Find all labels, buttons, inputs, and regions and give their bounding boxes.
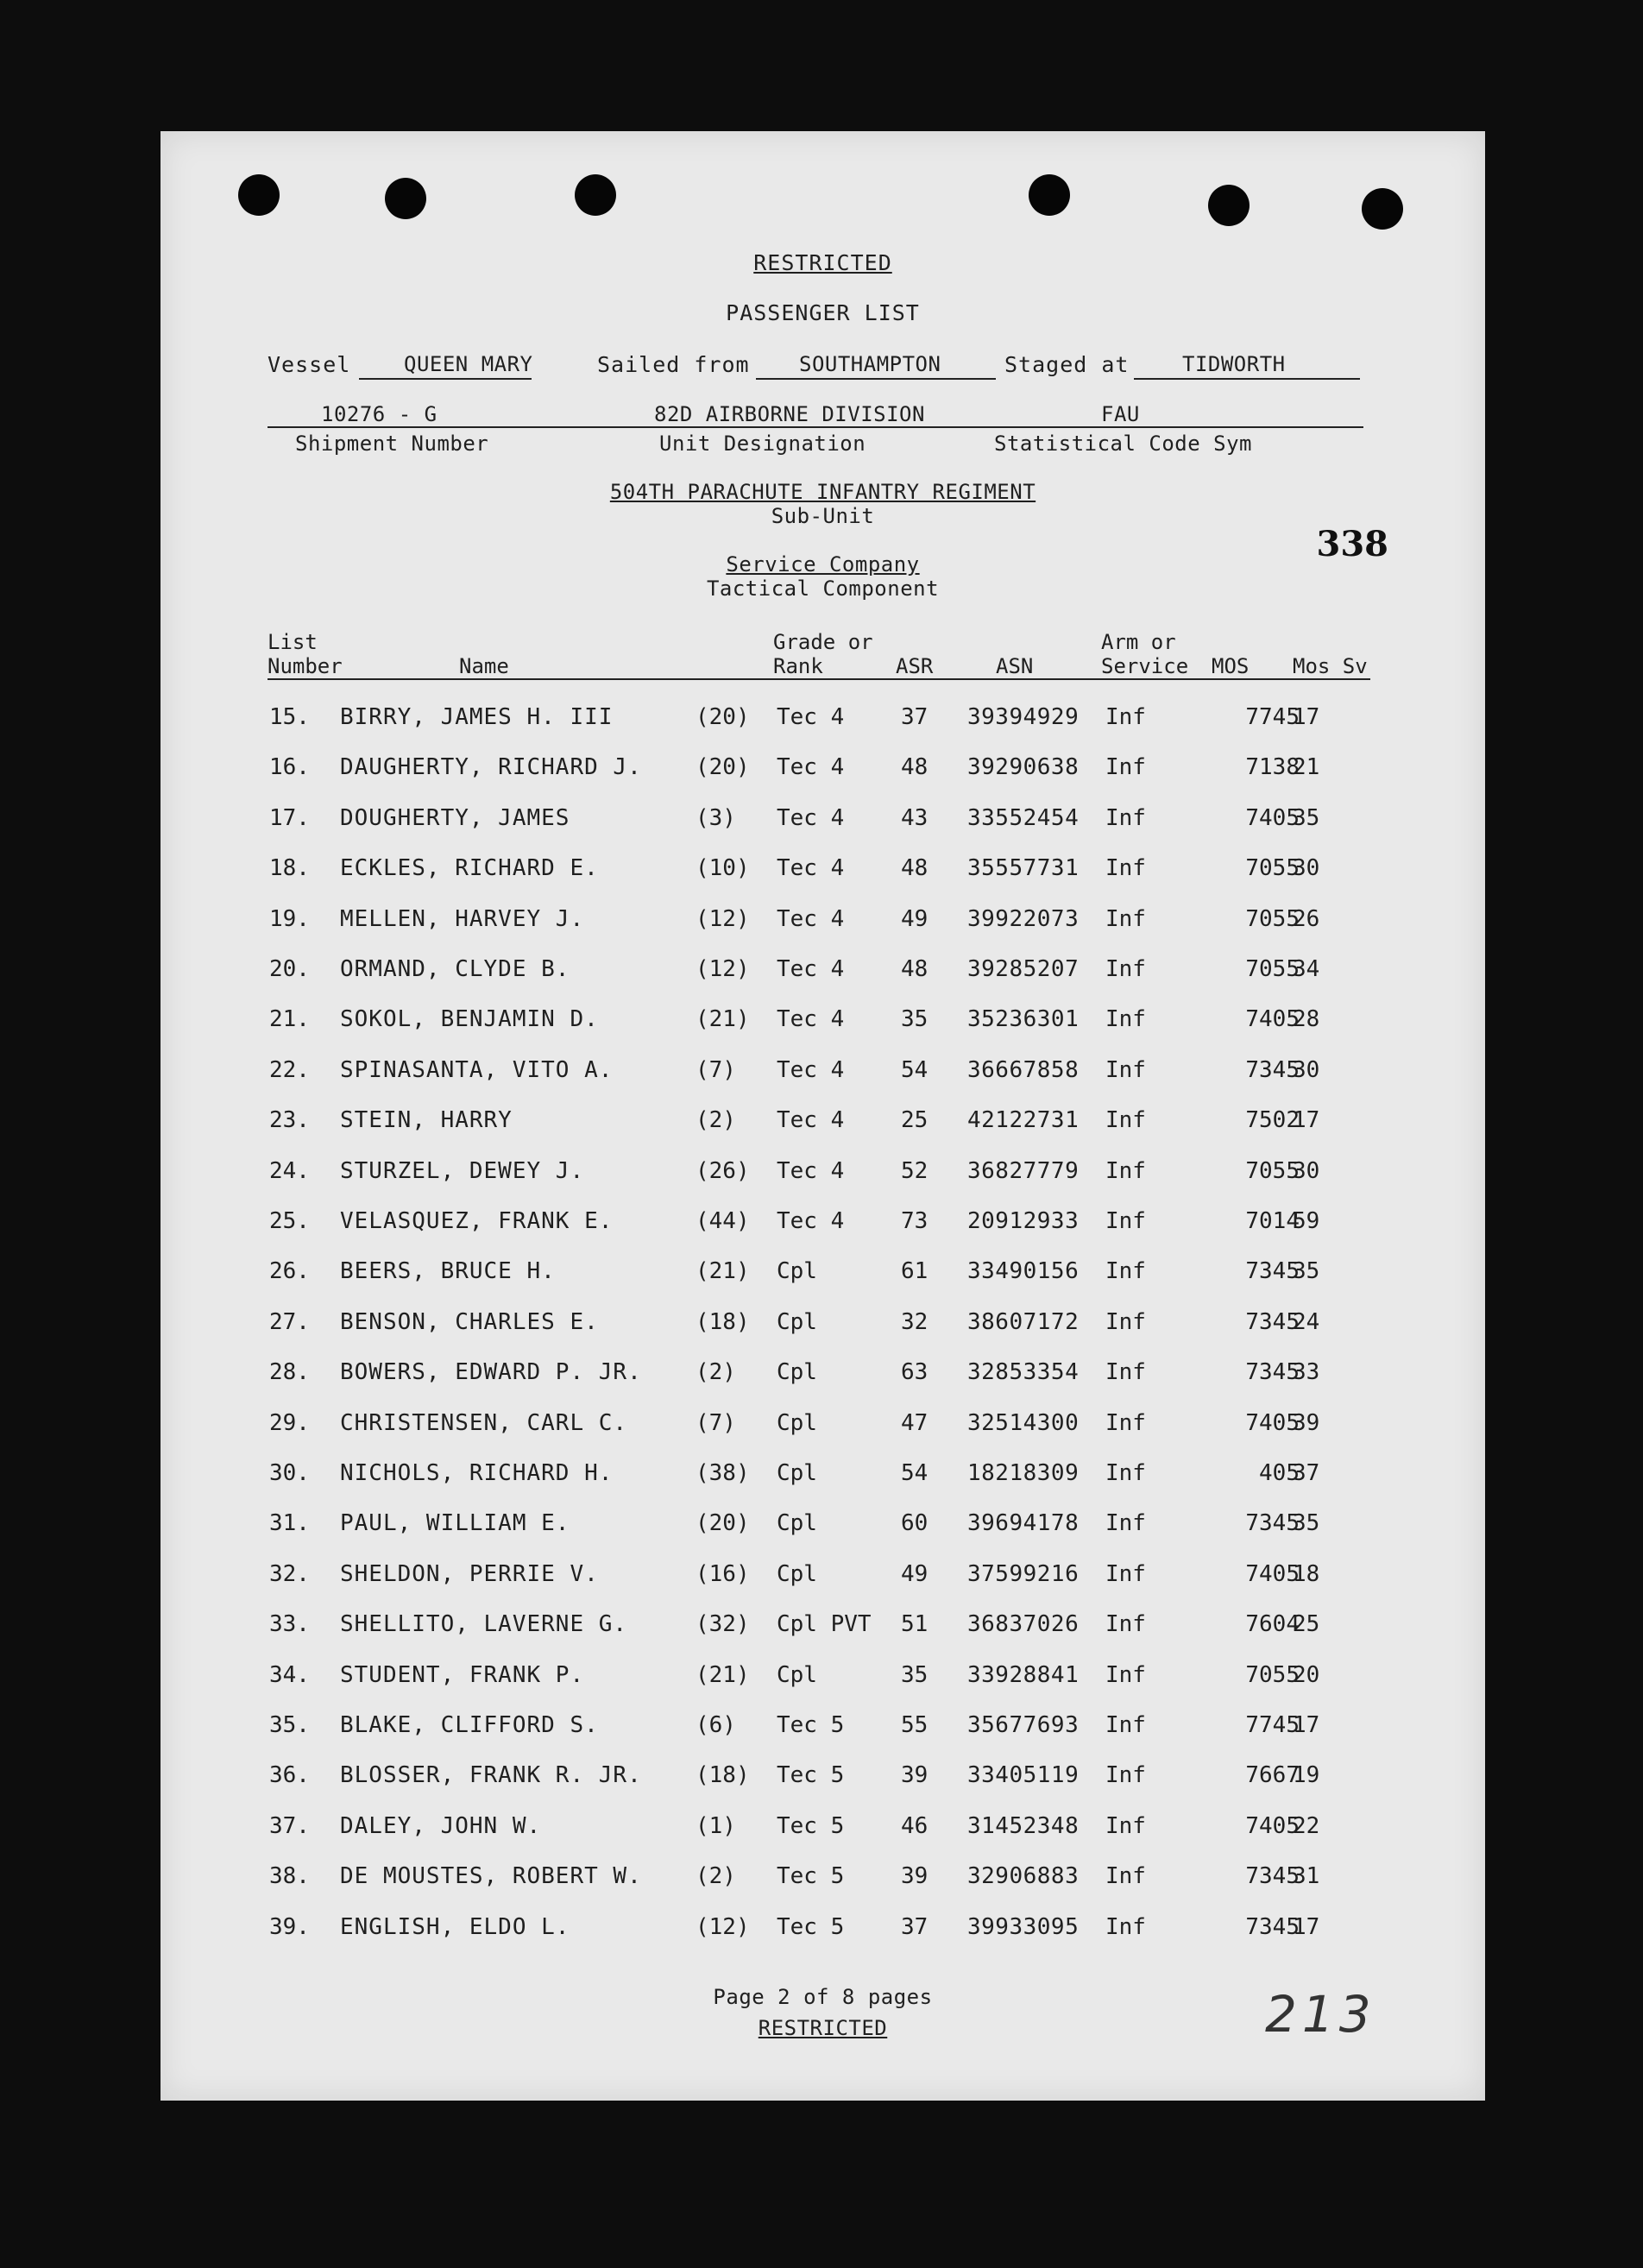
row-mos: 7055 xyxy=(1245,1157,1300,1184)
table-row xyxy=(161,1712,1485,1762)
row-asn: 32514300 xyxy=(967,1409,1080,1436)
table-row xyxy=(161,704,1485,754)
row-name: DALEY, JOHN W. xyxy=(340,1812,542,1839)
row-mos: 7745 xyxy=(1245,1712,1300,1738)
row-mos: 7055 xyxy=(1245,1661,1300,1688)
row-asr: 37 xyxy=(901,704,929,730)
col-arm-2: Service xyxy=(1101,654,1189,678)
row-arm: Inf xyxy=(1105,1208,1146,1234)
stamp-number: 338 xyxy=(1316,524,1388,564)
row-asr: 55 xyxy=(901,1712,929,1738)
row-asn: 39394929 xyxy=(967,704,1080,730)
table-row xyxy=(161,1762,1485,1812)
row-grade: Tec 5 xyxy=(777,1812,845,1839)
row-dependents: (20) xyxy=(696,704,750,730)
row-mos: 7405 xyxy=(1245,804,1300,831)
table-row xyxy=(161,1057,1485,1107)
punch-hole xyxy=(1029,174,1070,216)
row-asr: 60 xyxy=(901,1510,929,1537)
row-mos: 7345 xyxy=(1245,1308,1300,1335)
row-mos: 405 xyxy=(1259,1460,1300,1486)
row-mos: 7345 xyxy=(1245,1863,1300,1890)
row-asr: 46 xyxy=(901,1812,929,1839)
row-mos: 7405 xyxy=(1245,1812,1300,1839)
row-mos: 7055 xyxy=(1245,855,1300,882)
row-mos-sv: 19 xyxy=(1293,1762,1320,1789)
document-title: PASSENGER LIST xyxy=(726,300,920,325)
row-asn: 39694178 xyxy=(967,1510,1080,1537)
row-grade: Tec 4 xyxy=(777,704,845,730)
table-row xyxy=(161,1611,1485,1661)
col-arm-1: Arm or xyxy=(1101,630,1176,654)
row-grade: Tec 5 xyxy=(777,1762,845,1789)
row-asr: 49 xyxy=(901,1560,929,1587)
row-asn: 36667858 xyxy=(967,1056,1080,1083)
row-dependents: (12) xyxy=(696,1913,750,1940)
row-dependents: (1) xyxy=(696,1812,736,1839)
row-dependents: (38) xyxy=(696,1460,750,1486)
row-mos: 7405 xyxy=(1245,1409,1300,1436)
staged-at-label: Staged at xyxy=(1004,352,1130,377)
row-list-number: 32. xyxy=(269,1560,310,1587)
row-grade: Tec 4 xyxy=(777,1157,845,1184)
row-mos-sv: 21 xyxy=(1293,754,1320,781)
row-asr: 48 xyxy=(901,956,929,982)
row-asr: 43 xyxy=(901,804,929,831)
row-mos-sv: 22 xyxy=(1293,1812,1320,1839)
shipment-underline xyxy=(268,426,1363,428)
row-mos-sv: 17 xyxy=(1293,1712,1320,1738)
row-dependents: (12) xyxy=(696,956,750,982)
row-asr: 63 xyxy=(901,1359,929,1386)
classification-top: RESTRICTED xyxy=(753,250,892,275)
row-asn: 39922073 xyxy=(967,905,1080,932)
vessel-label: Vessel xyxy=(268,352,351,377)
row-mos: 7055 xyxy=(1245,905,1300,932)
row-mos-sv: 35 xyxy=(1293,1510,1320,1537)
row-asn: 33405119 xyxy=(967,1762,1080,1789)
page-info: Page 2 of 8 pages xyxy=(713,1985,933,2009)
row-grade: Tec 4 xyxy=(777,1208,845,1234)
row-arm: Inf xyxy=(1105,1409,1146,1436)
row-arm: Inf xyxy=(1105,1712,1146,1738)
table-row xyxy=(161,1510,1485,1560)
row-list-number: 22. xyxy=(269,1056,310,1083)
row-mos-sv: 35 xyxy=(1293,804,1320,831)
punch-hole xyxy=(238,174,280,216)
row-list-number: 21. xyxy=(269,1006,310,1033)
row-asn: 39933095 xyxy=(967,1913,1080,1940)
table-row xyxy=(161,1813,1485,1863)
row-asn: 32853354 xyxy=(967,1359,1080,1386)
row-grade: Tec 5 xyxy=(777,1712,845,1738)
col-list-number-2: Number xyxy=(268,654,343,678)
row-mos-sv: 17 xyxy=(1293,1107,1320,1134)
row-mos: 7345 xyxy=(1245,1056,1300,1083)
row-name: SOKOL, BENJAMIN D. xyxy=(340,1006,599,1033)
row-name: STUDENT, FRANK P. xyxy=(340,1661,585,1688)
row-mos-sv: 17 xyxy=(1293,1913,1320,1940)
row-asr: 61 xyxy=(901,1258,929,1285)
row-asn: 36837026 xyxy=(967,1611,1080,1638)
row-asr: 35 xyxy=(901,1006,929,1033)
row-asr: 49 xyxy=(901,905,929,932)
row-mos: 7138 xyxy=(1245,754,1300,781)
row-dependents: (7) xyxy=(696,1409,736,1436)
row-mos: 7014 xyxy=(1245,1208,1300,1234)
row-asn: 39290638 xyxy=(967,754,1080,781)
row-grade: Cpl xyxy=(777,1510,817,1537)
row-mos-sv: 30 xyxy=(1293,1157,1320,1184)
row-name: BIRRY, JAMES H. III xyxy=(340,704,614,730)
table-row xyxy=(161,1107,1485,1157)
punch-hole xyxy=(1362,188,1403,230)
row-dependents: (26) xyxy=(696,1157,750,1184)
row-asr: 47 xyxy=(901,1409,929,1436)
row-list-number: 23. xyxy=(269,1107,310,1134)
sailed-from-value: SOUTHAMPTON xyxy=(799,352,941,376)
row-grade: Cpl xyxy=(777,1359,817,1386)
table-row xyxy=(161,1662,1485,1712)
row-asn: 42122731 xyxy=(967,1107,1080,1134)
row-name: BOWERS, EDWARD P. JR. xyxy=(340,1359,642,1386)
row-mos-sv: 25 xyxy=(1293,1611,1320,1638)
table-row xyxy=(161,1158,1485,1208)
row-mos-sv: 26 xyxy=(1293,905,1320,932)
row-asr: 73 xyxy=(901,1208,929,1234)
row-arm: Inf xyxy=(1105,1308,1146,1335)
row-asn: 35236301 xyxy=(967,1006,1080,1033)
table-row xyxy=(161,1914,1485,1964)
row-dependents: (21) xyxy=(696,1006,750,1033)
row-asr: 32 xyxy=(901,1308,929,1335)
row-arm: Inf xyxy=(1105,1661,1146,1688)
row-dependents: (2) xyxy=(696,1107,736,1134)
col-grade-1: Grade or xyxy=(773,630,873,654)
row-dependents: (32) xyxy=(696,1611,750,1638)
statistical-code-value: FAU xyxy=(1101,402,1140,426)
row-mos: 7345 xyxy=(1245,1359,1300,1386)
row-list-number: 16. xyxy=(269,754,310,781)
row-arm: Inf xyxy=(1105,956,1146,982)
row-name: MELLEN, HARVEY J. xyxy=(340,905,585,932)
row-name: PAUL, WILLIAM E. xyxy=(340,1510,570,1537)
row-mos-sv: 31 xyxy=(1293,1863,1320,1890)
row-arm: Inf xyxy=(1105,754,1146,781)
table-row xyxy=(161,1309,1485,1359)
row-arm: Inf xyxy=(1105,1812,1146,1839)
row-name: DE MOUSTES, ROBERT W. xyxy=(340,1863,642,1890)
row-mos: 7745 xyxy=(1245,704,1300,730)
row-arm: Inf xyxy=(1105,1460,1146,1486)
row-asn: 37599216 xyxy=(967,1560,1080,1587)
table-row xyxy=(161,1359,1485,1409)
row-mos-sv: 20 xyxy=(1293,1661,1320,1688)
table-row xyxy=(161,754,1485,804)
row-arm: Inf xyxy=(1105,1157,1146,1184)
row-mos-sv: 39 xyxy=(1293,1409,1320,1436)
table-row xyxy=(161,1410,1485,1460)
row-dependents: (2) xyxy=(696,1863,736,1890)
vessel-underline xyxy=(359,378,532,380)
row-asr: 25 xyxy=(901,1107,929,1134)
row-arm: Inf xyxy=(1105,1611,1146,1638)
row-name: SHELDON, PERRIE V. xyxy=(340,1560,599,1587)
row-asr: 39 xyxy=(901,1863,929,1890)
row-name: BENSON, CHARLES E. xyxy=(340,1308,599,1335)
unit-designation-value: 82D AIRBORNE DIVISION xyxy=(654,402,925,426)
row-grade: Cpl xyxy=(777,1661,817,1688)
row-mos-sv: 37 xyxy=(1293,1460,1320,1486)
statistical-code-label: Statistical Code Sym xyxy=(994,432,1252,456)
row-asr: 35 xyxy=(901,1661,929,1688)
row-asr: 39 xyxy=(901,1762,929,1789)
row-name: SPINASANTA, VITO A. xyxy=(340,1056,614,1083)
row-list-number: 20. xyxy=(269,956,310,982)
row-list-number: 36. xyxy=(269,1762,310,1789)
row-dependents: (3) xyxy=(696,804,736,831)
row-list-number: 17. xyxy=(269,804,310,831)
row-asn: 32906883 xyxy=(967,1863,1080,1890)
row-grade: Tec 4 xyxy=(777,905,845,932)
col-grade-2: Rank xyxy=(773,654,823,678)
row-mos-sv: 17 xyxy=(1293,704,1320,730)
row-mos-sv: 28 xyxy=(1293,1006,1320,1033)
row-name: STEIN, HARRY xyxy=(340,1107,513,1134)
row-mos: 7405 xyxy=(1245,1560,1300,1587)
row-arm: Inf xyxy=(1105,1913,1146,1940)
row-asr: 48 xyxy=(901,754,929,781)
row-grade: Cpl xyxy=(777,1409,817,1436)
row-arm: Inf xyxy=(1105,1510,1146,1537)
row-dependents: (2) xyxy=(696,1359,736,1386)
row-asr: 37 xyxy=(901,1913,929,1940)
row-arm: Inf xyxy=(1105,905,1146,932)
row-arm: Inf xyxy=(1105,1359,1146,1386)
row-dependents: (18) xyxy=(696,1762,750,1789)
row-grade: Tec 4 xyxy=(777,754,845,781)
row-list-number: 31. xyxy=(269,1510,310,1537)
row-mos: 7345 xyxy=(1245,1510,1300,1537)
row-list-number: 34. xyxy=(269,1661,310,1688)
table-row xyxy=(161,805,1485,855)
table-row xyxy=(161,956,1485,1006)
tactical-component-label: Tactical Component xyxy=(706,576,940,601)
row-grade: Tec 4 xyxy=(777,804,845,831)
row-grade: Tec 4 xyxy=(777,1107,845,1134)
row-grade: Tec 4 xyxy=(777,855,845,882)
row-list-number: 39. xyxy=(269,1913,310,1940)
row-grade: Cpl PVT xyxy=(777,1611,872,1638)
row-mos: 7345 xyxy=(1245,1258,1300,1285)
row-name: BLAKE, CLIFFORD S. xyxy=(340,1712,599,1738)
col-mos: MOS xyxy=(1212,654,1250,678)
row-list-number: 19. xyxy=(269,905,310,932)
classification-bottom: RESTRICTED xyxy=(758,2016,888,2040)
sub-unit-value: 504TH PARACHUTE INFANTRY REGIMENT xyxy=(609,480,1036,504)
row-grade: Tec 5 xyxy=(777,1913,845,1940)
col-asn: ASN xyxy=(996,654,1034,678)
row-dependents: (44) xyxy=(696,1208,750,1234)
table-row xyxy=(161,1460,1485,1510)
row-grade: Tec 4 xyxy=(777,956,845,982)
table-row xyxy=(161,1258,1485,1308)
row-dependents: (7) xyxy=(696,1056,736,1083)
punch-hole xyxy=(1208,185,1250,226)
shipment-number-value: 10276 - G xyxy=(321,402,438,426)
row-list-number: 26. xyxy=(269,1258,310,1285)
row-list-number: 27. xyxy=(269,1308,310,1335)
row-mos-sv: 24 xyxy=(1293,1308,1320,1335)
row-arm: Inf xyxy=(1105,1107,1146,1134)
table-row xyxy=(161,1561,1485,1611)
document-page xyxy=(161,131,1485,2101)
row-dependents: (10) xyxy=(696,855,750,882)
row-name: DAUGHERTY, RICHARD J. xyxy=(340,754,642,781)
row-list-number: 28. xyxy=(269,1359,310,1386)
row-mos: 7405 xyxy=(1245,1006,1300,1033)
header-underline xyxy=(268,678,1370,680)
row-arm: Inf xyxy=(1105,1258,1146,1285)
row-name: STURZEL, DEWEY J. xyxy=(340,1157,585,1184)
row-asn: 35677693 xyxy=(967,1712,1080,1738)
row-dependents: (21) xyxy=(696,1661,750,1688)
table-row xyxy=(161,1863,1485,1913)
punch-hole xyxy=(575,174,616,216)
table-row xyxy=(161,1006,1485,1056)
row-list-number: 25. xyxy=(269,1208,310,1234)
row-asn: 35557731 xyxy=(967,855,1080,882)
row-mos-sv: 35 xyxy=(1293,1258,1320,1285)
row-mos-sv: 30 xyxy=(1293,855,1320,882)
unit-designation-label: Unit Designation xyxy=(659,432,866,456)
row-name: BLOSSER, FRANK R. JR. xyxy=(340,1762,642,1789)
row-name: NICHOLS, RICHARD H. xyxy=(340,1460,614,1486)
row-grade: Cpl xyxy=(777,1308,817,1335)
vessel-value: QUEEN MARY xyxy=(404,352,533,376)
row-list-number: 37. xyxy=(269,1812,310,1839)
row-list-number: 15. xyxy=(269,704,310,730)
row-name: BEERS, BRUCE H. xyxy=(340,1258,556,1285)
row-name: ORMAND, CLYDE B. xyxy=(340,956,570,982)
row-name: SHELLITO, LAVERNE G. xyxy=(340,1611,628,1638)
row-arm: Inf xyxy=(1105,804,1146,831)
row-asr: 52 xyxy=(901,1157,929,1184)
row-mos-sv: 30 xyxy=(1293,1056,1320,1083)
row-grade: Cpl xyxy=(777,1560,817,1587)
sailed-from-label: Sailed from xyxy=(597,352,750,377)
handwritten-number: 213 xyxy=(1265,1985,1376,2044)
table-row xyxy=(161,855,1485,905)
row-dependents: (12) xyxy=(696,905,750,932)
row-dependents: (21) xyxy=(696,1258,750,1285)
row-grade: Cpl xyxy=(777,1258,817,1285)
tactical-component-value: Service Company xyxy=(726,552,920,576)
row-grade: Tec 4 xyxy=(777,1056,845,1083)
row-asn: 20912933 xyxy=(967,1208,1080,1234)
row-mos-sv: 59 xyxy=(1293,1208,1320,1234)
row-list-number: 38. xyxy=(269,1863,310,1890)
row-asr: 54 xyxy=(901,1460,929,1486)
row-name: ECKLES, RICHARD E. xyxy=(340,855,599,882)
row-arm: Inf xyxy=(1105,1762,1146,1789)
row-grade: Tec 5 xyxy=(777,1863,845,1890)
row-asn: 33490156 xyxy=(967,1258,1080,1285)
row-name: DOUGHERTY, JAMES xyxy=(340,804,570,831)
sailed-from-underline xyxy=(756,378,996,380)
row-asr: 54 xyxy=(901,1056,929,1083)
row-arm: Inf xyxy=(1105,1006,1146,1033)
row-list-number: 35. xyxy=(269,1712,310,1738)
row-grade: Cpl xyxy=(777,1460,817,1486)
col-mos-sv: Mos Sv xyxy=(1293,654,1368,678)
row-mos: 7055 xyxy=(1245,956,1300,982)
row-mos: 7667 xyxy=(1245,1762,1300,1789)
sub-unit-label: Sub-Unit xyxy=(771,504,875,528)
staged-at-underline xyxy=(1134,378,1360,380)
row-mos-sv: 34 xyxy=(1293,956,1320,982)
row-dependents: (18) xyxy=(696,1308,750,1335)
table-row xyxy=(161,906,1485,956)
row-list-number: 30. xyxy=(269,1460,310,1486)
row-list-number: 33. xyxy=(269,1611,310,1638)
row-name: ENGLISH, ELDO L. xyxy=(340,1913,570,1940)
table-row xyxy=(161,1208,1485,1258)
row-asr: 51 xyxy=(901,1611,929,1638)
row-dependents: (6) xyxy=(696,1712,736,1738)
row-asn: 38607172 xyxy=(967,1308,1080,1335)
row-mos: 7502 xyxy=(1245,1107,1300,1134)
row-mos: 7345 xyxy=(1245,1913,1300,1940)
row-list-number: 18. xyxy=(269,855,310,882)
row-dependents: (16) xyxy=(696,1560,750,1587)
row-mos-sv: 18 xyxy=(1293,1560,1320,1587)
row-grade: Tec 4 xyxy=(777,1006,845,1033)
row-asn: 31452348 xyxy=(967,1812,1080,1839)
staged-at-value: TIDWORTH xyxy=(1182,352,1286,376)
row-mos: 7604 xyxy=(1245,1611,1300,1638)
row-arm: Inf xyxy=(1105,855,1146,882)
row-arm: Inf xyxy=(1105,1863,1146,1890)
row-asn: 33928841 xyxy=(967,1661,1080,1688)
shipment-number-label: Shipment Number xyxy=(295,432,489,456)
row-list-number: 29. xyxy=(269,1409,310,1436)
row-asn: 18218309 xyxy=(967,1460,1080,1486)
row-asn: 33552454 xyxy=(967,804,1080,831)
row-dependents: (20) xyxy=(696,1510,750,1537)
row-dependents: (20) xyxy=(696,754,750,781)
row-arm: Inf xyxy=(1105,1056,1146,1083)
punch-hole xyxy=(385,178,426,219)
row-mos-sv: 33 xyxy=(1293,1359,1320,1386)
row-asr: 48 xyxy=(901,855,929,882)
row-asn: 39285207 xyxy=(967,956,1080,982)
col-list-number-1: List xyxy=(268,630,318,654)
row-arm: Inf xyxy=(1105,1560,1146,1587)
col-name: Name xyxy=(459,654,509,678)
row-name: CHRISTENSEN, CARL C. xyxy=(340,1409,628,1436)
row-name: VELASQUEZ, FRANK E. xyxy=(340,1208,614,1234)
col-asr: ASR xyxy=(896,654,934,678)
row-list-number: 24. xyxy=(269,1157,310,1184)
row-arm: Inf xyxy=(1105,704,1146,730)
row-asn: 36827779 xyxy=(967,1157,1080,1184)
